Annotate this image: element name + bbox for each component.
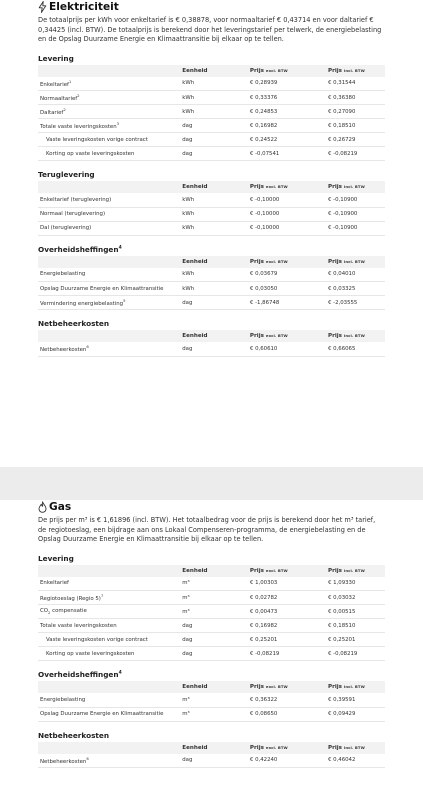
row-unit: kWh (180, 105, 248, 119)
table-header (38, 330, 385, 342)
table-header (38, 681, 385, 693)
table-row (38, 105, 385, 119)
row-price-incl: € -0,10900 (326, 193, 385, 207)
header-incl-vat: incl. BTW (343, 567, 365, 573)
table-row (38, 119, 385, 133)
row-label (38, 577, 180, 591)
header-unit: Eenheid (180, 565, 248, 577)
section-heading (38, 554, 385, 563)
price-table (38, 330, 385, 357)
header-incl-vat: incl. BTW (343, 684, 365, 689)
row-price-excl: € -0,10000 (248, 207, 326, 221)
row-price-excl: € 0,24853 (248, 105, 326, 119)
row-unit: dag (180, 133, 248, 147)
header-price-text: Prijs (327, 67, 343, 74)
header-excl-vat: excl. BTW (265, 684, 288, 689)
row-label-text: Normaaltarief (40, 95, 78, 102)
gas-intro: De prijs per m³ is € 1,61896 (incl. BTW). Het totaalbedrag voor de prijs is berekend door het m³ tarief, de regiotoeslag, een bijdrage aan ons Lokaal Compenseren-programma, de energiebelasting en de Opslag Duurzame Energie en Klimaattransitie bij elkaar op te tellen. (38, 516, 376, 543)
row-label (38, 147, 180, 161)
row-price-excl: € -0,08219 (248, 647, 326, 661)
section-heading-text: Levering (38, 53, 74, 63)
row-price-excl: € 0,25201 (248, 633, 326, 647)
row-price-incl: € 0,27090 (326, 105, 385, 119)
row-label-text: Netbeheerkosten (40, 758, 87, 765)
table-body (38, 754, 385, 768)
gas-sections (38, 554, 385, 769)
row-label-text: Vaste leveringskosten vorige contract (46, 136, 148, 143)
header-incl-vat: incl. BTW (343, 744, 365, 750)
header-price-incl (326, 256, 385, 268)
header-price-excl (248, 330, 326, 342)
header-unit: Eenheid (180, 330, 248, 342)
header-price-incl (326, 330, 385, 342)
header-label (38, 181, 180, 193)
header-excl-vat: excl. BTW (265, 744, 288, 750)
price-table (38, 681, 385, 722)
row-price-incl: € 0,46042 (326, 754, 385, 768)
row-label (38, 647, 180, 661)
row-label (38, 105, 180, 119)
row-unit: dag (180, 647, 248, 661)
table-body (38, 193, 385, 235)
section-heading (38, 670, 385, 679)
header-label (38, 65, 180, 77)
row-label (38, 77, 180, 91)
row-price-excl: € 0,16982 (248, 619, 326, 633)
table-header-row (38, 65, 385, 77)
footnote-marker: 5 (123, 298, 126, 304)
row-label-subscript: 2 (48, 610, 51, 616)
row-price-excl: € -0,10000 (248, 193, 326, 207)
table-header (38, 565, 385, 577)
table-row (38, 193, 385, 207)
table-header-row (38, 742, 385, 754)
row-price-incl: € 0,31544 (326, 77, 385, 91)
row-price-excl: € 1,00303 (248, 577, 326, 591)
section-heading-text: Teruglevering (38, 170, 95, 179)
table-header (38, 181, 385, 193)
row-label (38, 193, 180, 207)
row-price-excl: € -0,07541 (248, 147, 326, 161)
footnote-marker: 4 (118, 245, 122, 251)
row-label-text: Dal (teruglevering) (40, 225, 92, 231)
section-heading-text: Levering (38, 553, 74, 563)
table-header (38, 742, 385, 754)
section-heading (38, 731, 385, 740)
row-price-incl: € 0,66065 (326, 342, 385, 356)
header-label (38, 681, 180, 693)
row-label-text: Opslag Duurzame Energie en Klimaattransitie (40, 711, 164, 717)
header-price-incl (326, 565, 385, 577)
row-label-text: Korting op vaste leveringskosten (46, 650, 135, 657)
row-unit: dag (180, 119, 248, 133)
header-price-text: Prijs (327, 258, 343, 265)
header-excl-vat: excl. BTW (265, 567, 288, 573)
header-price-text: Prijs (327, 684, 343, 690)
table-row (38, 619, 385, 633)
header-excl-vat: excl. BTW (265, 67, 288, 73)
electricity-title-text: Elektriciteit (49, 1, 119, 13)
section-heading-text: Overheidsheffingen (38, 670, 119, 679)
row-price-incl: € 0,36380 (326, 91, 385, 105)
header-price-excl (248, 681, 326, 693)
row-label (38, 754, 180, 768)
header-label (38, 256, 180, 268)
row-price-incl: € -0,10900 (326, 221, 385, 235)
row-label-text: Normaal (teruglevering) (40, 211, 106, 217)
section-heading (38, 245, 385, 254)
row-label-text: CO (40, 607, 49, 614)
footnote-marker: 2 (77, 93, 80, 99)
row-price-excl: € 0,42240 (248, 754, 326, 768)
row-price-incl: € 0,26729 (326, 133, 385, 147)
row-price-excl: € 0,36322 (248, 693, 326, 707)
footnote-marker: 6 (86, 755, 89, 761)
section-heading-text: Netbeheerkosten (38, 730, 110, 740)
section-heading (38, 54, 385, 63)
row-unit: kWh (180, 282, 248, 296)
header-price-text: Prijs (249, 67, 264, 74)
row-label-text: Totale vaste leveringskosten (40, 622, 117, 629)
table-row (38, 647, 385, 661)
header-excl-vat: excl. BTW (265, 184, 288, 189)
header-excl-vat: excl. BTW (265, 258, 288, 264)
table-body (38, 693, 385, 721)
row-label (38, 633, 180, 647)
row-unit: m³ (180, 577, 248, 591)
row-unit: kWh (180, 193, 248, 207)
table-header-row (38, 256, 385, 268)
row-label-text: Daltarief (40, 109, 64, 116)
row-unit: kWh (180, 268, 248, 282)
row-label-text: Enkeltarief (40, 81, 69, 88)
row-unit: dag (180, 147, 248, 161)
row-label-text: Opslag Duurzame Energie en Klimaattransitie (40, 285, 164, 292)
row-label-text: Netbeheerkosten (40, 347, 87, 354)
row-price-incl: € 0,03325 (326, 282, 385, 296)
table-row (38, 707, 385, 721)
table-body (38, 77, 385, 161)
header-unit: Eenheid (180, 65, 248, 77)
gas-title-text: Gas (49, 501, 72, 513)
header-label (38, 742, 180, 754)
section-divider (0, 467, 423, 500)
row-unit: dag (180, 342, 248, 356)
table-row (38, 296, 385, 310)
header-unit: Eenheid (180, 256, 248, 268)
table-body (38, 577, 385, 661)
header-price-incl (326, 681, 385, 693)
section-heading-text: Overheidsheffingen (38, 244, 119, 254)
table-header-row (38, 330, 385, 342)
row-label-text: Enkeltarief (40, 580, 69, 587)
table-body (38, 268, 385, 310)
row-price-incl: € -2,03555 (326, 296, 385, 310)
table-row (38, 342, 385, 356)
row-price-excl: € 0,28939 (248, 77, 326, 91)
section-heading (38, 319, 385, 328)
table-row (38, 133, 385, 147)
flame-icon (38, 501, 47, 513)
table-row (38, 207, 385, 221)
row-price-incl: € 0,00515 (326, 605, 385, 619)
table-row (38, 77, 385, 91)
header-price-incl (326, 65, 385, 77)
row-price-incl: € -0,08219 (326, 647, 385, 661)
row-price-incl: € 0,04010 (326, 268, 385, 282)
row-label (38, 91, 180, 105)
header-price-incl (326, 181, 385, 193)
row-price-excl: € 0,02782 (248, 591, 326, 605)
price-table (38, 181, 385, 236)
row-label-text: Vaste leveringskosten vorige contract (46, 636, 148, 643)
row-price-incl: € 0,18510 (326, 619, 385, 633)
row-price-excl: € 0,60610 (248, 342, 326, 356)
header-price-text: Prijs (249, 567, 264, 574)
table-header-row (38, 565, 385, 577)
table-header (38, 65, 385, 77)
table-row (38, 605, 385, 619)
electricity-sections (38, 54, 385, 357)
row-price-incl: € 0,18510 (326, 119, 385, 133)
lightning-icon (38, 1, 47, 13)
row-unit: kWh (180, 207, 248, 221)
table-body (38, 342, 385, 356)
header-price-excl (248, 65, 326, 77)
gas-title (38, 500, 385, 514)
table-row (38, 282, 385, 296)
row-unit: kWh (180, 91, 248, 105)
table-row (38, 147, 385, 161)
header-incl-vat: incl. BTW (343, 184, 365, 189)
header-incl-vat: incl. BTW (343, 67, 365, 73)
row-unit: m³ (180, 605, 248, 619)
row-price-incl: € 0,09429 (326, 707, 385, 721)
header-price-excl (248, 742, 326, 754)
header-price-text: Prijs (249, 184, 264, 190)
gas-panel (0, 500, 423, 800)
row-label (38, 268, 180, 282)
row-label-text: Vermindering energiebelasting (40, 300, 124, 307)
row-label-text: Energiebelasting (40, 696, 86, 703)
row-label (38, 282, 180, 296)
row-unit: kWh (180, 221, 248, 235)
row-label (38, 296, 180, 310)
table-row (38, 591, 385, 605)
row-label-text: Totale vaste leveringskosten (40, 123, 117, 130)
header-price-excl (248, 181, 326, 193)
header-price-text: Prijs (249, 333, 264, 339)
table-row (38, 693, 385, 707)
section-heading (38, 170, 385, 179)
row-price-excl: € 0,33376 (248, 91, 326, 105)
header-price-text: Prijs (327, 333, 343, 339)
row-price-excl: € 0,00473 (248, 605, 326, 619)
row-price-incl: € 0,03032 (326, 591, 385, 605)
header-excl-vat: excl. BTW (265, 333, 288, 338)
row-label (38, 591, 180, 605)
header-unit: Eenheid (180, 181, 248, 193)
row-label (38, 133, 180, 147)
table-row (38, 633, 385, 647)
footnote-marker: 7 (100, 593, 104, 599)
electricity-title (38, 0, 385, 14)
row-unit: m³ (180, 591, 248, 605)
table-row (38, 221, 385, 235)
table-header-row (38, 681, 385, 693)
header-label (38, 565, 180, 577)
row-price-incl: € 0,39591 (326, 693, 385, 707)
footnote-marker: 1 (68, 78, 72, 84)
header-price-text: Prijs (327, 744, 343, 751)
header-price-text: Prijs (249, 258, 264, 265)
row-price-incl: € -0,10900 (326, 207, 385, 221)
header-price-text: Prijs (249, 684, 264, 690)
header-price-excl (248, 565, 326, 577)
row-label (38, 342, 180, 356)
row-label-rest: compensatie (50, 607, 87, 614)
table-row (38, 268, 385, 282)
price-table (38, 565, 385, 662)
table-row (38, 577, 385, 591)
row-label (38, 693, 180, 707)
table-header-row (38, 181, 385, 193)
row-label (38, 619, 180, 633)
row-label (38, 119, 180, 133)
table-header (38, 256, 385, 268)
header-label (38, 330, 180, 342)
row-unit: m³ (180, 707, 248, 721)
row-label-text: Korting op vaste leveringskosten (46, 150, 135, 157)
row-label (38, 207, 180, 221)
section-heading-text: Netbeheerkosten (38, 319, 110, 328)
row-label-text: Energiebelasting (40, 271, 86, 278)
row-label-text: Enkeltarief (teruglevering) (40, 196, 112, 203)
row-price-incl: € -0,08219 (326, 147, 385, 161)
electricity-intro: De totaalprijs per kWh voor enkeltarief is € 0,38878, voor normaaltarief € 0,43714 en voor daltarief € 0,34425 (incl. BTW). De totaalprijs is berekend door het leveringstarief per telwerk, de energiebelasting en de Opslag Duurzame Energie en Klimaattransitie bij elkaar op te tellen. (38, 16, 382, 43)
header-price-text: Prijs (327, 567, 343, 574)
row-price-excl: € 0,03050 (248, 282, 326, 296)
table-row (38, 754, 385, 768)
header-unit: Eenheid (180, 742, 248, 754)
header-price-text: Prijs (327, 184, 343, 190)
price-table (38, 256, 385, 311)
row-label (38, 605, 180, 619)
row-label (38, 221, 180, 235)
row-unit: dag (180, 619, 248, 633)
row-label-text: Regiotoeslag (Regio 5) (40, 595, 101, 602)
footnote-marker: 6 (86, 344, 89, 350)
footnote-marker: 2 (63, 107, 66, 113)
footnote-marker: 4 (118, 670, 122, 676)
price-table (38, 742, 385, 769)
row-unit: kWh (180, 77, 248, 91)
row-price-excl: € 0,03679 (248, 268, 326, 282)
row-label (38, 707, 180, 721)
row-price-excl: € 0,16982 (248, 119, 326, 133)
row-price-excl: € 0,24522 (248, 133, 326, 147)
row-price-incl: € 0,25201 (326, 633, 385, 647)
header-price-text: Prijs (249, 744, 264, 751)
row-unit: dag (180, 633, 248, 647)
header-price-incl (326, 742, 385, 754)
row-price-excl: € 0,08650 (248, 707, 326, 721)
footnote-marker: 3 (116, 121, 120, 127)
row-price-excl: € -0,10000 (248, 221, 326, 235)
header-price-excl (248, 256, 326, 268)
row-price-excl: € -1,86748 (248, 296, 326, 310)
price-table (38, 65, 385, 162)
header-incl-vat: incl. BTW (343, 333, 365, 338)
row-unit: dag (180, 754, 248, 768)
row-unit: m³ (180, 693, 248, 707)
row-unit: dag (180, 296, 248, 310)
row-price-incl: € 1,09330 (326, 577, 385, 591)
table-row (38, 91, 385, 105)
header-incl-vat: incl. BTW (343, 258, 365, 264)
header-unit: Eenheid (180, 681, 248, 693)
